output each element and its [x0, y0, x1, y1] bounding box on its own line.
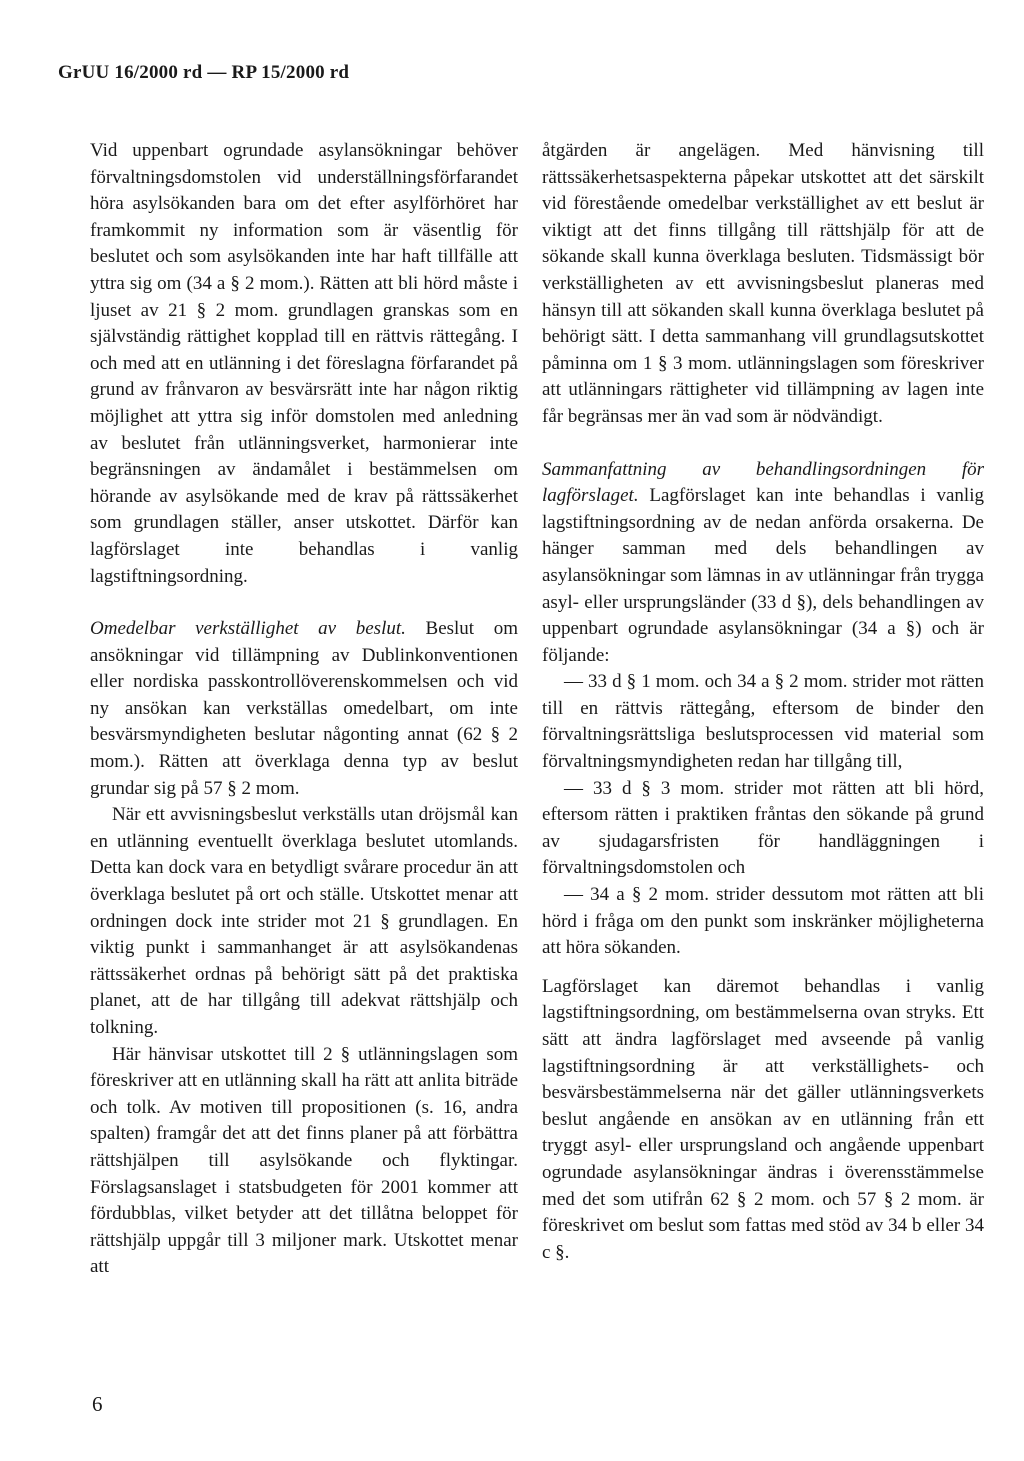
left-column [90, 138, 518, 1281]
paragraph-legal-aid: Här hänvisar utskottet till 2 § utlänningslagen som föreskriver att en utlänning skall ha rätt att anlita biträde och tolk. Av motiven till propositionen (s. 16, andra spalten) framgår det att det finns planer på att förbättra rättshjälpen till asylsökande och flyktingar. Förslagsanslaget i statsbudgeten för 2001 kommer att fördubblas, vilket betyder att det tillåtna beloppet för rättshjälp uppgår till 3 miljoner mark. Utskottet menar att [90, 1043, 518, 1278]
list-item: — 33 d § 1 mom. och 34 a § 2 mom. strider mot rätten till en rättvis rättegång, eftersom de binder den förvaltningsrättsliga beslutsprocessen vid material som förvaltningsmyndigheten redan har tillgång till, [542, 671, 984, 773]
paragraph-appeal-abroad: När ett avvisningsbeslut verkställs utan dröjsmål kan en utlänning eventuellt överklaga beslutet utomlands. Detta kan dock vara en betydligt svårare procedur än att överklaga beslutet på ort och ställe. Utskottet menar att ordningen dock inte strider mot 21 § grundlagen. En viktig punkt i sammanhanget är att asylsökandenas rättssäkerhet ordnas på behörigt sätt på det praktiska planet, att de har tillgång till adekvat rättshjälp och tolkning. [90, 804, 518, 1038]
paragraph-summary [542, 457, 984, 670]
paragraph-body: Lagförslaget kan inte behandlas i vanlig lagstiftningsordning av de nedan anförda orsakerna. De hänger samman med dels behandlingen av asylansökningar som lämnas in av utlänningar från trygga asyl- eller ursprungsländer (33 d §), dels behandlingen av uppenbart ogrundade asylansökningar (34 a §) och är följande: [542, 485, 984, 666]
right-column [542, 138, 984, 1266]
running-header: GrUU 16/2000 rd — RP 15/2000 rd [58, 62, 350, 83]
paragraph-conclusion: Lagförslaget kan däremot behandlas i vanlig lagstiftningsordning, om bestämmelserna ovan stryks. Ett sätt att ändra lagförslaget med avseende på vanlig lagstiftningsordning är att verkställighets- och besvärsbestämmelserna när det gäller utlänningsverkets beslut angående en ansökan av en utlänning från ett tryggt asyl- eller ursprungsland och angående uppenbart ogrundade asylansökningar ändras i överensstämmelse med det som utifrån 62 § 2 mom. och 57 § 2 mom. är föreskrivet om beslut som fattas med stöd av 34 b eller 34 c §. [542, 975, 984, 1263]
list-item: — 33 d § 3 mom. strider mot rätten att bli hörd, eftersom rätten i praktiken fråntas den sökande på grund av sjudagarsfristen för handläggningen i förvaltningsdomstolen och [542, 777, 984, 879]
paragraph-immediate-enforcement [90, 616, 518, 802]
paragraph-body: Beslut om ansökningar vid tillämpning av Dublinkonventionen eller nordiska passkontrollöverenskommelsen och vid ny ansökan kan verkställas omedelbart, om inte besvärsmyndigheten beslutar någonting annat (62 § 2 mom.). Rätten att överklaga denna typ av beslut grundar sig på 57 § 2 mom. [90, 618, 519, 799]
paragraph-hearing-right: Vid uppenbart ogrundade asylansökningar behöver förvaltningsdomstolen vid underställningsförfarandet höra asylsökanden bara om det efter asylförhöret har framkommit ny information som är väsentlig för beslutet och som asylsökanden inte har haft tillfälle att yttra sig om (34 a § 2 mom.). Rätten att bli hörd måste i ljuset av 21 § 2 mom. grundlagen granskas som en självständig rättighet kopplad till en rättvis rättegång. I och med att en utlänning i det föreslagna förfarandet på grund av frånvaron av besvärsrätt inte har någon riktig möjlighet att yttra sig inför domstolen med anledning av beslutet från utlänningsverket, harmonierar inte begränsningen av ändamålet i bestämmelsen om hörande av asylsökande med de krav på rättssäkerhet som grundlagen ställer, anser utskottet. Därför kan lagförslaget inte behandlas i vanlig lagstiftningsordning. [90, 140, 518, 587]
page-number: 6 [92, 1392, 103, 1416]
paragraph-continuation: åtgärden är angelägen. Med hänvisning till rättssäkerhetsaspekterna påpekar utskottet att det särskilt vid förestående omedelbar verkställighet av ett beslut är viktigt att det finns tillgång till rättshjälp för att de sökande skall kunna överklaga besluten. Tidsmässigt bör verkställigheten av ett avvisningsbeslut planeras med hänsyn till att sökanden skall kunna överklaga beslutet på behörigt sätt. I detta sammanhang vill grundlagsutskottet påminna om 1 § 3 mom. utlänningslagen som föreskriver att utlänningars rättigheter vid tillämpning av lagen inte får begränsas mer än vad som är nödvändigt. [542, 140, 984, 427]
list-item: — 34 a § 2 mom. strider dessutom mot rätten att bli hörd i fråga om den punkt som inskränker möjligheterna att höra sökanden. [542, 884, 984, 959]
section-heading: Omedelbar verkställighet av beslut. [90, 618, 406, 640]
section-heading: Sammanfattning av behandlingsordningen för lagförslaget. [542, 458, 984, 507]
